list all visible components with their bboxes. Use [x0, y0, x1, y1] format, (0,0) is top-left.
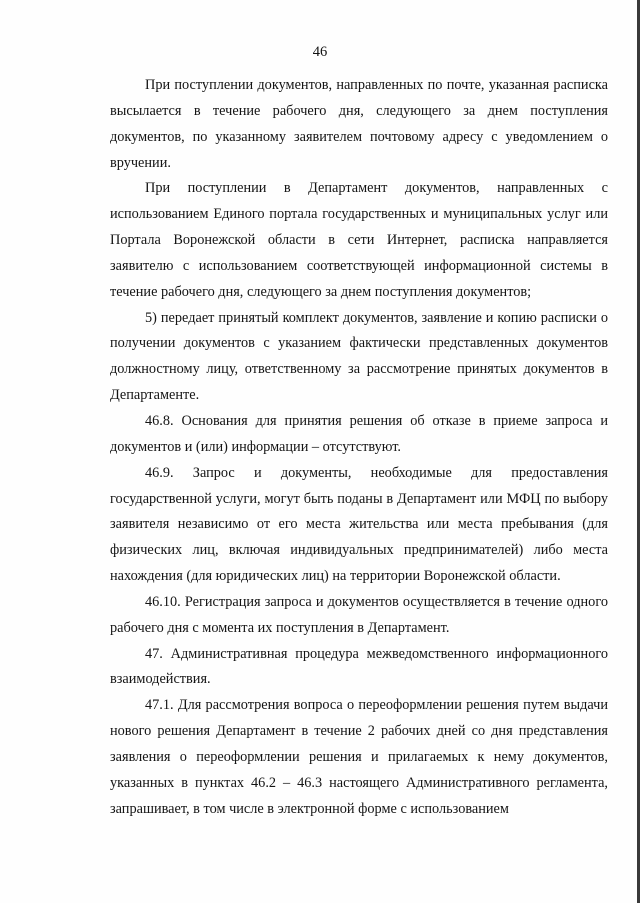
paragraph-item-5: 5) передает принятый комплект документов, заявление и копию расписки о получении документов с указанием фактически представленных документов должностному лицу, ответственному за рассмотрение принятых документов в Департаменте. [110, 309, 608, 404]
paragraph-47-heading: 47. Административная процедура межведомственного информационного взаимодействия. [110, 645, 608, 688]
document-body [110, 73, 608, 822]
paragraph-47-1: 47.1. Для рассмотрения вопроса о переоформлении решения путем выдачи нового решения Департамент в течение 2 рабочих дней со дня представления заявления о переоформлении решения и прилагаемых к нему документов, указанных в пунктах 46.2 – 46.3 настоящего Административного регламента, запрашивает, в том числе в электронной форме с использованием [110, 697, 608, 817]
paragraph-46-10: 46.10. Регистрация запроса и документов осуществляется в течение одного рабочего дня с момента их поступления в Департамент. [110, 593, 608, 636]
paragraph-46-9: 46.9. Запрос и документы, необходимые для предоставления государственной услуги, могут быть поданы в Департамент или МФЦ по выбору заявителя независимо от его места жительства или места пребывания (для физических лиц, включая индивидуальных предпринимателей) либо места нахождения (для юридических лиц) на территории Воронежской области. [110, 464, 608, 585]
page-number: 46 [312, 44, 328, 60]
paragraph-46-8: 46.8. Основания для принятия решения об отказе в приеме запроса и документов и (или) информации – отсутствуют. [110, 412, 608, 455]
paragraph-mail-receipt: При поступлении документов, направленных по почте, указанная расписка высылается в течение рабочего дня, следующего за днем поступления документов, по указанному заявителем почтовому адресу с уведомлением о вручении. [110, 77, 608, 171]
paragraph-portal-receipt: При поступлении в Департамент документов, направленных с использованием Единого портала государственных и муниципальных услуг или Портала Воронежской области в сети Интернет, расписка направляется заявителю с использованием соответствующей информационной системы в течение рабочего дня, следующего за днем поступления документов; [110, 180, 608, 300]
